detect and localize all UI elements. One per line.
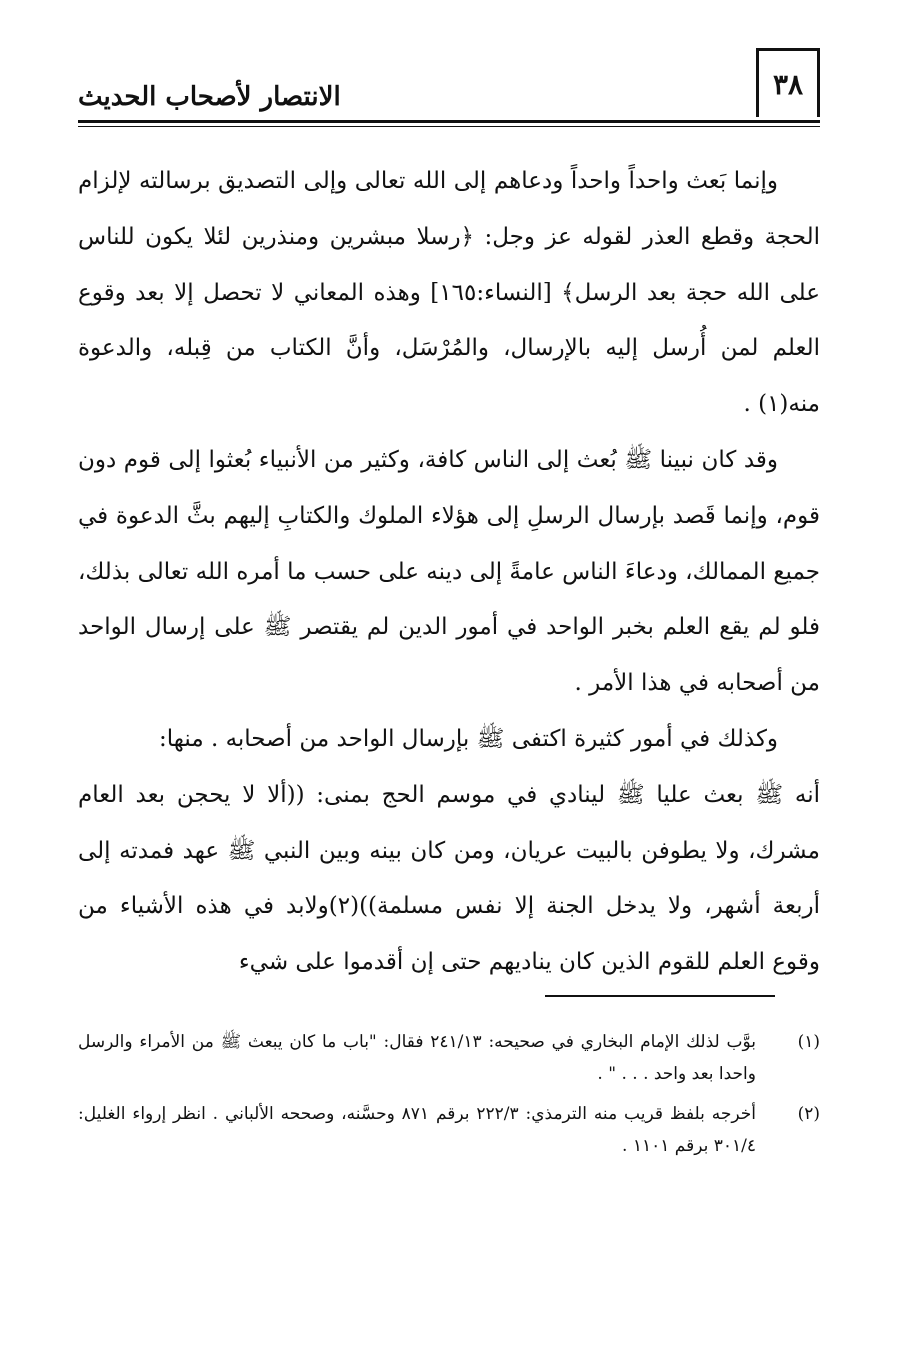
header-rule-thin [78, 126, 820, 127]
paragraph: وقد كان نبينا ﷺ بُعث إلى الناس كافة، وكثير من الأنبياء بُعثوا إلى قوم دون قوم، وإنما قَصد بإرسال الرسلِ إلى هؤلاء الملوك والكتابِ إليهم بثَّ الدعوة في جميع الممالك، ودعاءَ الناس عامةً إلى دينه على حسب ما أمره الله تعالى بذلك، فلو لم يقع العلم بخبر الواحد في أمور الدين لم يقتصر ﷺ على إرسال الواحد من أصحابه في هذا الأمر . [78, 446, 820, 697]
running-title: الانتصار لأصحاب الحديث [78, 82, 341, 112]
page-number: ٣٨ [756, 48, 820, 117]
footnote-text: أخرجه بلفظ قريب منه الترمذي: ٢٢٢/٣ برقم ٨٧١ وحسَّنه، وصححه الألباني . انظر إرواء الغليل: ٣٠١/٤ برقم ١١٠١ . [78, 1104, 757, 1156]
footnote-number: (١) [797, 1032, 820, 1052]
page-header [78, 48, 820, 126]
footnote [78, 1098, 820, 1162]
paragraph: وإنما بَعث واحداً واحداً ودعاهم إلى الله تعالى وإلى التصديق برسالته لإلزام الحجة وقطع العذر لقوله عز وجل: ﴿رسلا مبشرين ومنذرين لئلا يكون للناس على الله حجة بعد الرسل﴾ [النساء:١٦٥] وهذه المعاني لا تحصل إلا بعد وقوع العلم لمن أُرسل إليه بالإرسال، والمُرْسَل، وأنَّ الكتاب من قِبله، والدعوة منه(١) . [78, 168, 820, 418]
footnotes [78, 1026, 820, 1170]
paragraph: أنه ﷺ بعث عليا ﷺ لينادي في موسم الحج بمنى: ((ألا لا يحجن بعد العام مشرك، ولا يطوفن بالبيت عريان، ومن كان بينه وبين النبي ﷺ عهد فمدته إلى أربعة أشهر، ولا يدخل الجنة إلا نفس مسلمة))(٢)ولابد في هذه الأشياء من وقوع العلم للقوم الذين كان يناديهم حتى إن أقدموا على شيء [78, 781, 820, 976]
footnote-number: (٢) [797, 1104, 820, 1124]
footnote-separator [545, 995, 775, 997]
main-text [78, 154, 820, 991]
header-rule [78, 120, 820, 123]
paragraph: وكذلك في أمور كثيرة اكتفى ﷺ بإرسال الواحد من أصحابه . منها: [159, 725, 778, 752]
footnote [78, 1026, 820, 1090]
footnote-text: بوَّب لذلك الإمام البخاري في صحيحه: ٢٤١/١٣ فقال: "باب ما كان يبعث ﷺ من الأمراء والرسل واحدا بعد واحد . . . " . [78, 1032, 757, 1084]
